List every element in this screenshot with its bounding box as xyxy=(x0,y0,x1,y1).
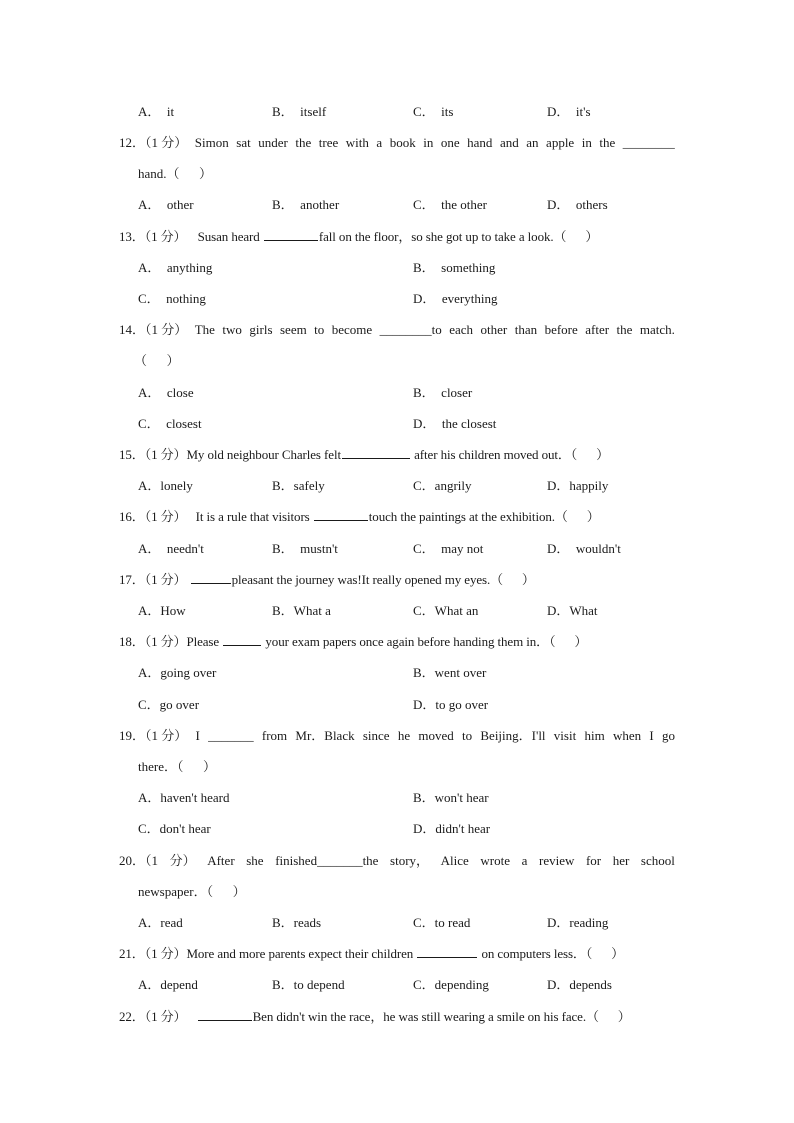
q17-stem-text xyxy=(119,570,535,590)
q22-number: 22．（1 分） xyxy=(119,1009,187,1024)
q14-option-a: A． close xyxy=(138,385,194,400)
q22-post: Ben didn't win the race，he was still wearing a smile on his face.（ ） xyxy=(252,1009,631,1024)
word: him xyxy=(584,728,605,743)
word: visit xyxy=(553,728,577,743)
word: two xyxy=(222,322,242,337)
q12-number: 12．（1 分） xyxy=(119,135,188,150)
q15-stem xyxy=(0,445,794,465)
word: one xyxy=(440,135,460,150)
word: the xyxy=(616,322,633,337)
q18-pre: Please xyxy=(186,634,220,649)
word: finished_______the xyxy=(275,853,379,868)
answer-blank xyxy=(417,945,477,958)
word: book xyxy=(389,135,416,150)
q16-stem xyxy=(0,507,794,527)
q17-option-d: D．What xyxy=(547,603,598,618)
word: for xyxy=(585,853,602,868)
q17-number: 17．（1 分） xyxy=(119,572,187,587)
q14-stem xyxy=(0,320,794,340)
word: ________to xyxy=(379,322,442,337)
word: school xyxy=(640,853,675,868)
word: other xyxy=(480,322,508,337)
q13-option-a: A． anything xyxy=(138,260,213,275)
q16-option-d: D． wouldn't xyxy=(547,541,621,556)
q18-option-c: C．go over xyxy=(138,697,200,712)
q18-stem-text xyxy=(119,632,587,652)
word: the xyxy=(599,135,616,150)
word: I xyxy=(649,728,654,743)
q20-stem-justified xyxy=(119,851,675,871)
q18-post: your exam papers once again before handing them in．（ ） xyxy=(265,634,588,649)
q20-option-a: A．read xyxy=(138,915,183,930)
q19-option-d: D．didn't hear xyxy=(413,821,491,836)
answer-blank xyxy=(198,1008,252,1021)
q21-stem xyxy=(0,944,794,964)
word: tree xyxy=(318,135,339,150)
q16-option-a: A． needn't xyxy=(138,541,204,556)
word: a xyxy=(521,853,528,868)
word: each xyxy=(449,322,474,337)
word: Alice xyxy=(440,853,469,868)
word: wrote xyxy=(480,853,511,868)
q12-stem-justified xyxy=(119,133,675,153)
word: apple xyxy=(546,135,575,150)
word: to xyxy=(462,728,473,743)
q19-options-row2 xyxy=(0,819,794,839)
q14-option-b: B． closer xyxy=(413,385,473,400)
answer-blank: _______ xyxy=(208,728,254,743)
word: before xyxy=(544,322,578,337)
q21-option-b: B．to depend xyxy=(272,977,345,992)
q17-option-c: C．What an xyxy=(413,603,479,618)
q15-pre: My old neighbour Charles felt xyxy=(186,447,341,462)
q13-option-d: D． everything xyxy=(413,291,498,306)
q16-option-b: B． mustn't xyxy=(272,541,338,556)
word: Simon xyxy=(194,135,229,150)
word: story， xyxy=(390,853,430,868)
q14-number: 14．（1 分） xyxy=(119,322,188,337)
q19-stem xyxy=(0,726,794,746)
q18-stem xyxy=(0,632,794,652)
word: after xyxy=(585,322,610,337)
q17-option-b: B．What a xyxy=(272,603,331,618)
word: a xyxy=(376,135,383,150)
q13-stem xyxy=(0,227,794,247)
q13-stem-text xyxy=(119,227,598,247)
q21-option-a: A．depend xyxy=(138,977,198,992)
q16-stem-text xyxy=(119,507,600,527)
q11-option-d: D． it's xyxy=(547,104,591,119)
word: her xyxy=(612,853,630,868)
q15-options xyxy=(0,476,794,496)
q21-option-d: D．depends xyxy=(547,977,612,992)
q19-stem-justified xyxy=(119,726,675,746)
q19-option-c: C．don't hear xyxy=(138,821,211,836)
q11-option-b: B． itself xyxy=(272,104,327,119)
q15-stem-text xyxy=(119,445,609,465)
q16-post: touch the paintings at the exhibition.（ ） xyxy=(368,509,600,524)
q18-number: 18．（1 分） xyxy=(119,634,187,649)
q16-option-c: C． may not xyxy=(413,541,484,556)
q14-options-row1 xyxy=(0,383,794,403)
q12-option-d: D． others xyxy=(547,197,608,212)
q12-cont-text: hand.（ ） xyxy=(138,166,213,181)
answer-blank: ________ xyxy=(622,135,675,150)
q14-option-d: D． the closest xyxy=(413,416,497,431)
word: After xyxy=(207,853,235,868)
q18-options-row2 xyxy=(0,695,794,715)
word: go xyxy=(661,728,675,743)
q12-option-c: C． the other xyxy=(413,197,488,212)
answer-blank xyxy=(264,228,318,241)
q20-number: 20．（1 xyxy=(119,853,159,868)
q13-options-row1 xyxy=(0,258,794,278)
q16-pre: It is a rule that visitors xyxy=(195,509,310,524)
q11-option-a: A． it xyxy=(138,104,175,119)
word: girls xyxy=(249,322,273,337)
q13-option-c: C． nothing xyxy=(138,291,206,306)
word: from xyxy=(261,728,288,743)
word: moved xyxy=(418,728,454,743)
word: the xyxy=(295,135,312,150)
q15-post: after his children moved out．（ ） xyxy=(414,447,610,462)
q19-number: 19．（1 分） xyxy=(119,728,188,743)
word: he xyxy=(397,728,411,743)
q19-option-b: B．won't hear xyxy=(413,790,489,805)
q11-options xyxy=(0,102,794,122)
answer-blank xyxy=(314,508,368,521)
q17-option-a: A．How xyxy=(138,603,186,618)
q21-options xyxy=(0,975,794,995)
q20-cont-text: newspaper．（ ） xyxy=(138,884,246,899)
word: become xyxy=(331,322,373,337)
q12-stem xyxy=(0,133,794,153)
q14-options-row2 xyxy=(0,414,794,434)
q15-option-b: B．safely xyxy=(272,478,325,493)
word: in xyxy=(423,135,434,150)
word: Beijing．I'll xyxy=(480,728,546,743)
q20-option-c: C．to read xyxy=(413,915,471,930)
word: with xyxy=(345,135,369,150)
answer-blank xyxy=(191,571,231,584)
word: seem xyxy=(279,322,307,337)
q21-pre: More and more parents expect their children xyxy=(186,946,414,961)
word: an xyxy=(526,135,539,150)
q16-options xyxy=(0,539,794,559)
q17-post: pleasant the journey was!It really opened my eyes.（ ） xyxy=(231,572,535,587)
q14-cont-text: （ ） xyxy=(134,353,180,368)
q15-option-c: C．angrily xyxy=(413,478,472,493)
word: 分） xyxy=(169,853,196,868)
q19-options-row1 xyxy=(0,788,794,808)
q14-option-c: C． closest xyxy=(138,416,202,431)
word: I xyxy=(195,728,200,743)
word: when xyxy=(612,728,642,743)
word: review xyxy=(538,853,575,868)
q12-stem-cont xyxy=(0,164,794,184)
q22-stem xyxy=(0,1007,794,1027)
q13-pre: Susan heard xyxy=(197,229,260,244)
q20-option-d: D．reading xyxy=(547,915,609,930)
q19-cont-text: there．（ ） xyxy=(138,759,216,774)
q20-options xyxy=(0,913,794,933)
q11-option-c: C． its xyxy=(413,104,454,119)
q14-stem-justified xyxy=(119,320,675,340)
q12-options xyxy=(0,195,794,215)
q21-option-c: C．depending xyxy=(413,977,489,992)
q17-stem xyxy=(0,570,794,590)
q21-stem-text xyxy=(119,944,624,964)
q14-stem-cont xyxy=(0,351,794,371)
answer-blank xyxy=(223,633,261,646)
word: to xyxy=(314,322,325,337)
q13-options-row2 xyxy=(0,289,794,309)
q17-options xyxy=(0,601,794,621)
word: and xyxy=(499,135,519,150)
q15-option-d: D．happily xyxy=(547,478,609,493)
q15-option-a: A．lonely xyxy=(138,478,193,493)
q18-options-row1 xyxy=(0,663,794,683)
q22-stem-text xyxy=(119,1007,631,1027)
word: under xyxy=(258,135,288,150)
word: she xyxy=(246,853,264,868)
q20-stem xyxy=(0,851,794,871)
word: since xyxy=(362,728,390,743)
word: The xyxy=(194,322,215,337)
q21-number: 21．（1 分） xyxy=(119,946,187,961)
word: match. xyxy=(639,322,675,337)
q16-number: 16．（1 分） xyxy=(119,509,187,524)
word: sat xyxy=(236,135,251,150)
word: than xyxy=(514,322,538,337)
q18-option-b: B．went over xyxy=(413,665,487,680)
q12-option-b: B． another xyxy=(272,197,340,212)
q13-option-b: B． something xyxy=(413,260,496,275)
word: Mr．Black xyxy=(295,728,355,743)
q19-option-a: A．haven't heard xyxy=(138,790,230,805)
q18-option-d: D．to go over xyxy=(413,697,489,712)
q15-number: 15．（1 分） xyxy=(119,447,187,462)
answer-blank xyxy=(342,446,410,459)
q19-stem-cont xyxy=(0,757,794,777)
q20-stem-cont xyxy=(0,882,794,902)
word: hand xyxy=(467,135,493,150)
q13-post: fall on the floor，so she got up to take a look.（ ） xyxy=(318,229,599,244)
q20-option-b: B．reads xyxy=(272,915,322,930)
q21-post: on computers less．（ ） xyxy=(481,946,625,961)
word: in xyxy=(581,135,592,150)
q18-option-a: A．going over xyxy=(138,665,217,680)
q13-number: 13．（1 分） xyxy=(119,229,187,244)
q12-option-a: A． other xyxy=(138,197,194,212)
